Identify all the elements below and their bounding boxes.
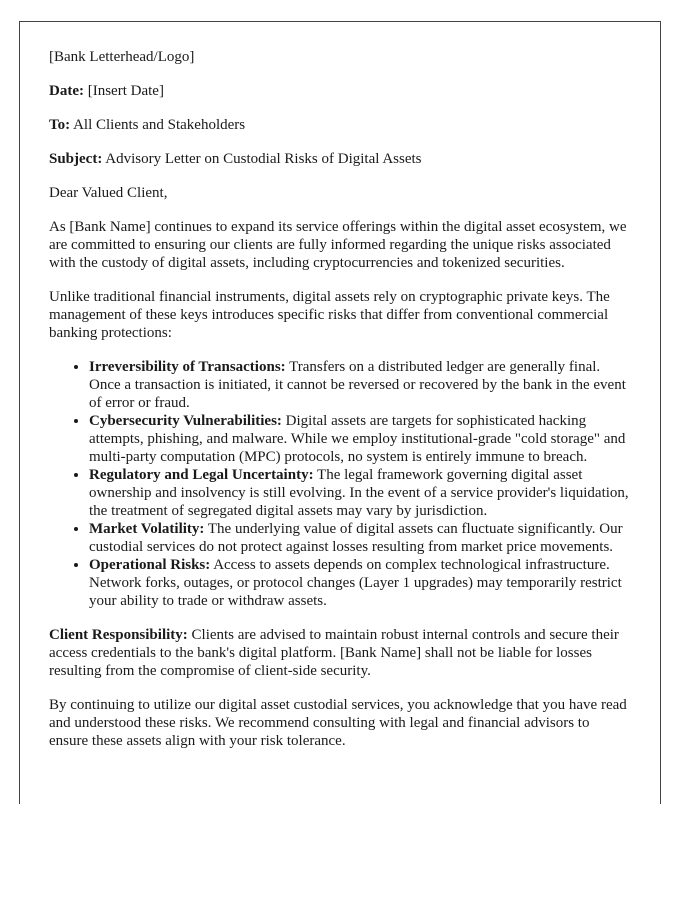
risk-text: Access to assets depends on complex technological infrastructure. Network forks, outages, or protocol changes (Layer 1 upgrades) may temporarily restrict your ability to trade or withdraw assets. [89,557,622,609]
risk-title: Cybersecurity Vulnerabilities: [89,413,282,429]
letter-body [20,22,660,750]
risk-title: Operational Risks: [89,557,211,573]
risk-text: The underlying value of digital assets can fluctuate significantly. Our custodial services do not protect against losses resulting from market price movements. [89,521,623,555]
date-line [49,82,631,100]
risk-title: Market Volatility: [89,521,205,537]
subject-label: Subject: [49,151,103,167]
date-label: Date: [49,83,84,99]
to-label: To: [49,117,71,133]
subject-line [49,150,631,168]
date-value: [Insert Date] [87,83,164,99]
client-responsibility-text: Clients are advised to maintain robust internal controls and secure their access credentials to the bank's digital platform. [Bank Name] shall not be liable for losses resulting from the compromise of client-side security. [49,627,619,679]
risk-title: Regulatory and Legal Uncertainty: [89,467,314,483]
letterhead: [Bank Letterhead/Logo] [49,49,195,65]
client-responsibility-label: Client Responsibility: [49,627,188,643]
risk-item [89,520,631,556]
risk-item [89,412,631,466]
to-line [49,116,631,134]
closing-paragraph: By continuing to utilize our digital asset custodial services, you acknowledge that you have read and understood these risks. We recommend consulting with legal and financial advisors to ensure these assets align with your risk tolerance. [49,697,627,749]
letter-page [19,21,661,804]
risk-item [89,466,631,520]
risk-text: Digital assets are targets for sophisticated hacking attempts, phishing, and malware. While we employ institutional-grade "cold storage" and multi-party computation (MPC) protocols, no system is entirely immune to breach. [89,413,626,465]
risk-item [89,556,631,610]
intro-paragraph: As [Bank Name] continues to expand its service offerings within the digital asset ecosystem, we are committed to ensuring our clients are fully informed regarding the unique risks associated with the custody of digital assets, including cryptocurrencies and tokenized securities. [49,219,627,271]
risk-text: The legal framework governing digital asset ownership and insolvency is still evolving. In the event of a service provider's liquidation, the treatment of segregated digital assets may vary by jurisdiction. [89,467,629,519]
context-paragraph: Unlike traditional financial instruments, digital assets rely on cryptographic private keys. The management of these keys introduces specific risks that differ from conventional commercial banking protections: [49,289,610,341]
risk-list [49,358,631,610]
salutation: Dear Valued Client, [49,185,168,201]
subject-value: Advisory Letter on Custodial Risks of Digital Assets [105,151,422,167]
risk-title: Irreversibility of Transactions: [89,359,286,375]
client-responsibility-paragraph [49,626,631,680]
risk-text: Transfers on a distributed ledger are generally final. Once a transaction is initiated, it cannot be reversed or recovered by the bank in the event of error or fraud. [89,359,626,411]
risk-item [89,358,631,412]
to-value: All Clients and Stakeholders [73,117,246,133]
